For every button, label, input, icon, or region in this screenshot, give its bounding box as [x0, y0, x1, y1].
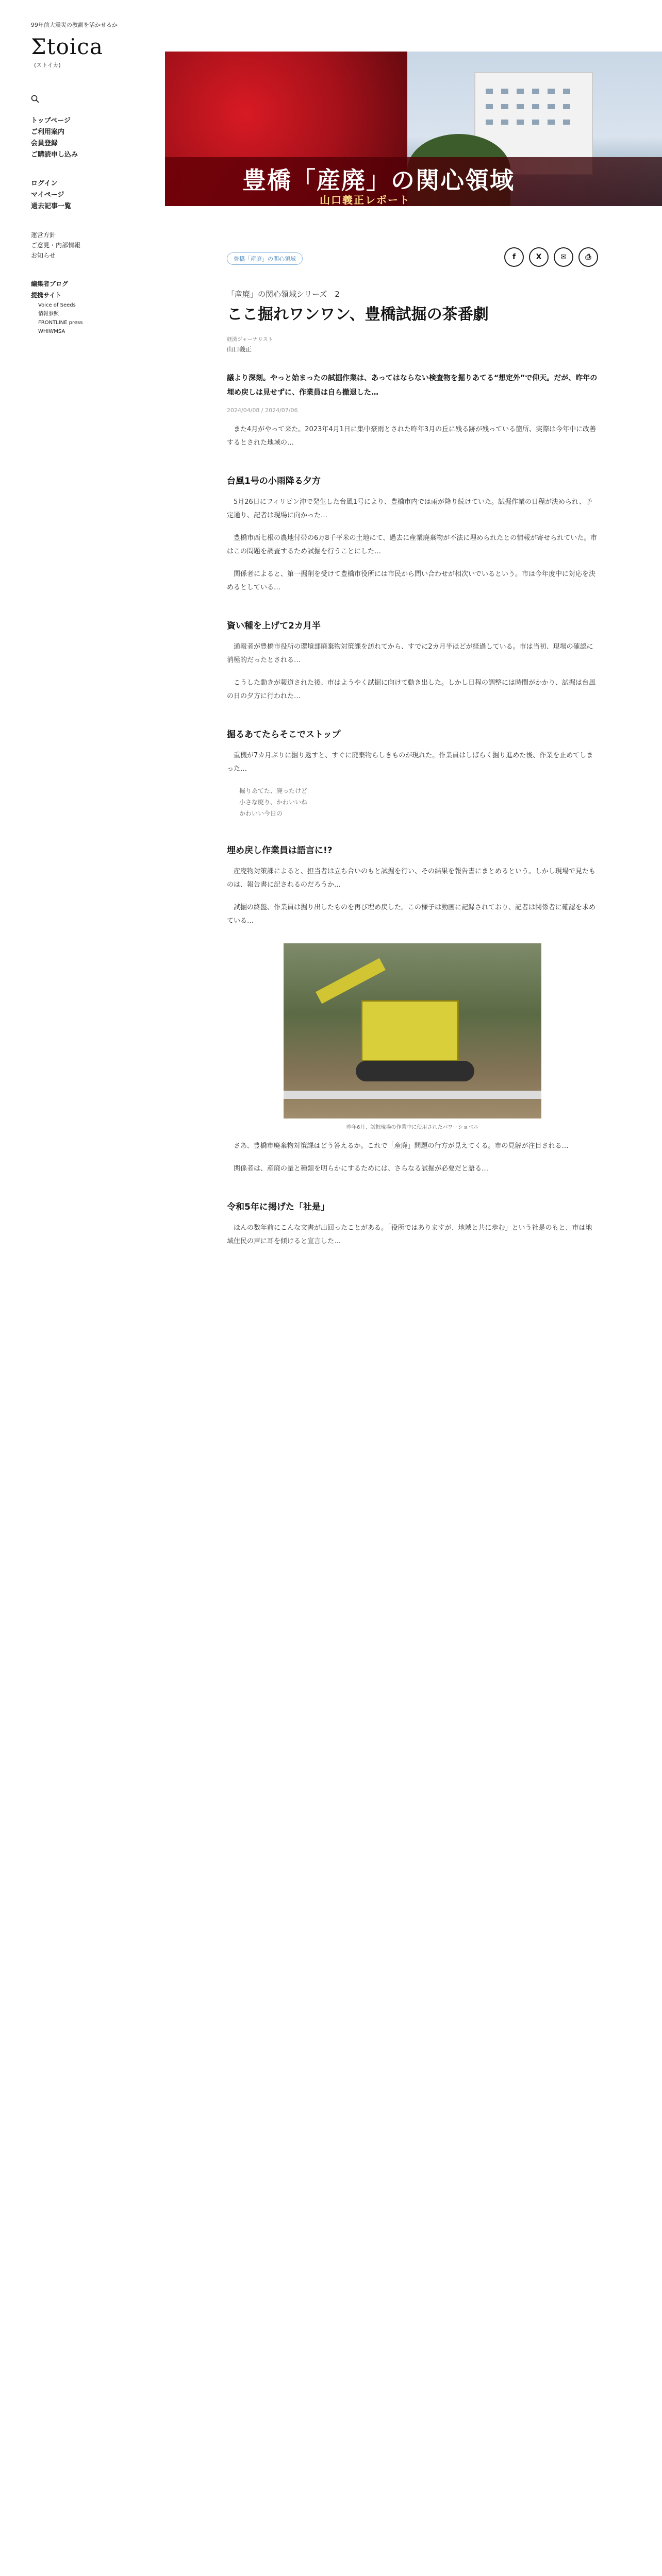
article-paragraph: 産廃物対策課によると、担当者は立ち合いのもと試掘を行い、その結果を報告書にまとめるという。しかし現場で見たものは、報告書に記されるのだろうか…	[227, 868, 596, 889]
sidebar-partner-item[interactable]: Voice of Seeds	[38, 302, 76, 308]
sidebar-info-nav	[31, 230, 155, 261]
article-meta-row	[227, 247, 598, 273]
article-paragraph: また4月がやって来た。2023年4月1日に集中豪雨とされた昨年3月の丘に残る跡が残っている箇所、実際は今年中に改善するとされた地域の…	[227, 426, 597, 447]
sidebar-item-blog[interactable]: 編集者ブログ	[31, 280, 69, 287]
sidebar-item-feedback[interactable]: ご意見・内部情報	[31, 242, 81, 249]
sidebar-item-partners[interactable]: 提携サイト	[31, 292, 62, 299]
article-paragraph: ほんの数年前にこんな文書が出回ったことがある。「役所ではありますが、地域と共に歩む」という社是のもと、市は地域住民の声に耳を傾けると宣言した…	[227, 1224, 592, 1245]
site-tagline: 99年前大震災の教訓を活かせるか	[31, 22, 118, 28]
sidebar-item-news[interactable]: お知らせ	[31, 252, 56, 259]
excavator-body	[361, 1000, 459, 1062]
x-icon[interactable]: X	[529, 247, 549, 267]
excavator-track	[356, 1061, 474, 1081]
sidebar-item-top[interactable]: トップページ	[31, 117, 71, 125]
sidebar-item-login[interactable]: ログイン	[31, 180, 58, 188]
hero-subtitle: 山口義正レポート	[320, 194, 410, 206]
print-icon[interactable]: ⎙	[578, 247, 598, 267]
excavator-arm	[316, 958, 386, 1004]
article-paragraph: 通報者が豊橋市役所の環境部廃棄物対策課を訪れてから、すでに2カ月半ほどが経過している。市は当初、現場の確認に消極的だったとされる…	[227, 643, 593, 664]
article-paragraph: 豊橋市西七根の農地付帯の6万8千平米の土地にて、過去に産業廃棄物が不法に埋められたとの情報が寄せられていた。市はこの問題を調査するため試掘を行うことにした…	[227, 534, 598, 555]
section-heading: 掘るあてたらそこでストップ	[227, 730, 341, 740]
hero-title: 豊橋「産廃」の関心領域	[242, 166, 515, 194]
article-paragraph: 5月26日にフィリピン沖で発生した台風1号により、豊橋市内では雨が降り続けていた。試掘作業の日程が決められ、予定通り、記者は現場に向かった…	[227, 498, 592, 519]
sidebar-partner-item[interactable]: 情報参照	[38, 311, 59, 317]
site-logo[interactable]: Σtoica	[31, 34, 103, 59]
article-paragraph: さあ、豊橋市廃棄物対策課はどう答えるか。これで「産廃」問題の行方が見えてくる。市の見解が注目される…	[234, 1142, 569, 1150]
sidebar-account-nav	[31, 178, 155, 212]
author-name[interactable]: 山口義正	[227, 346, 252, 353]
song-quote: 掘りあてた、廃ったけど 小さな廃り、かわいいね かわいい今日の	[239, 787, 308, 817]
article-series: 「産廃」の関心領域シリーズ 2	[227, 290, 340, 299]
article-paragraph: 関係者によると、第一掘削を受けて豊橋市役所には市民から問い合わせが相次いでいるという。市は今年度中に対応を決めるとしている…	[227, 570, 596, 591]
facebook-icon[interactable]: f	[504, 247, 524, 267]
sidebar-item-subscribe[interactable]: ご購読申し込み	[31, 151, 78, 159]
article-paragraph: 関係者は、産廃の量と種類を明らかにするためには、さらなる試掘が必要だと語る…	[234, 1165, 489, 1173]
hero-banner	[165, 52, 662, 206]
sidebar-partner-item[interactable]: WHIWMSA	[38, 329, 65, 334]
sidebar-item-archive[interactable]: 過去記事一覧	[31, 202, 72, 210]
sidebar-item-policy[interactable]: 運営方針	[31, 231, 56, 239]
photo-caption: 昨年6月、試掘現場の作業中に使用されたパワーショベル	[346, 1125, 478, 1130]
article-paragraph: 重機が7カ月ぶりに掘り返すと、すぐに廃棄物らしきものが現れた。作業員はしばらく掘り進めた後、作業を止めてしまった…	[227, 752, 593, 773]
sidebar-partner-item[interactable]: FRONTLINE press	[38, 320, 83, 326]
article-paragraph: こうした動きが報道された後、市はようやく試掘に向けて動き出した。しかし日程の調整には時間がかかり、試掘は台風の日の夕方に行われた…	[227, 679, 596, 700]
author-label: 経済ジャーナリスト	[227, 337, 273, 343]
site-logo-sub: (ストイカ)	[34, 62, 61, 69]
section-heading: 台風1号の小雨降る夕方	[227, 476, 321, 486]
search-icon[interactable]	[31, 95, 39, 103]
section-heading: 令和5年に掲げた「社是」	[227, 1202, 329, 1212]
excavator-photo	[284, 943, 541, 1118]
mail-icon[interactable]: ✉	[554, 247, 573, 267]
category-badge[interactable]: 豊橋「産廃」の関心領域	[227, 252, 303, 265]
article	[227, 247, 598, 1248]
sidebar-partner-nav	[31, 278, 155, 336]
section-heading: 資い種を上げて2カ月半	[227, 621, 321, 631]
section-heading: 埋め戻し作業員は語言に!?	[227, 845, 333, 856]
article-lead: 議より深刻。やっと始まったの試掘作業は、あってはならない検査物を掘りあてる“想定外”で仰天。だが、昨年の埋め戻しは見せずに、作業員は自ら撤退した…	[227, 374, 598, 397]
article-title: ここ掘れワンワン、豊橋試掘の茶番劇	[227, 306, 489, 324]
share-buttons	[504, 247, 598, 267]
sidebar-item-register[interactable]: 会員登録	[31, 140, 58, 147]
sidebar	[0, 0, 155, 2576]
fence	[284, 1091, 541, 1099]
article-paragraph: 試掘の終盤、作業員は掘り出したものを再び埋め戻した。この様子は動画に記録されており、記者は関係者に確認を求めている…	[227, 904, 596, 925]
sidebar-item-guide[interactable]: ご利用案内	[31, 128, 65, 136]
sidebar-main-nav	[31, 115, 155, 161]
sidebar-item-mypage[interactable]: マイページ	[31, 191, 64, 199]
article-dates: 2024/04/08 / 2024/07/06	[227, 407, 298, 414]
